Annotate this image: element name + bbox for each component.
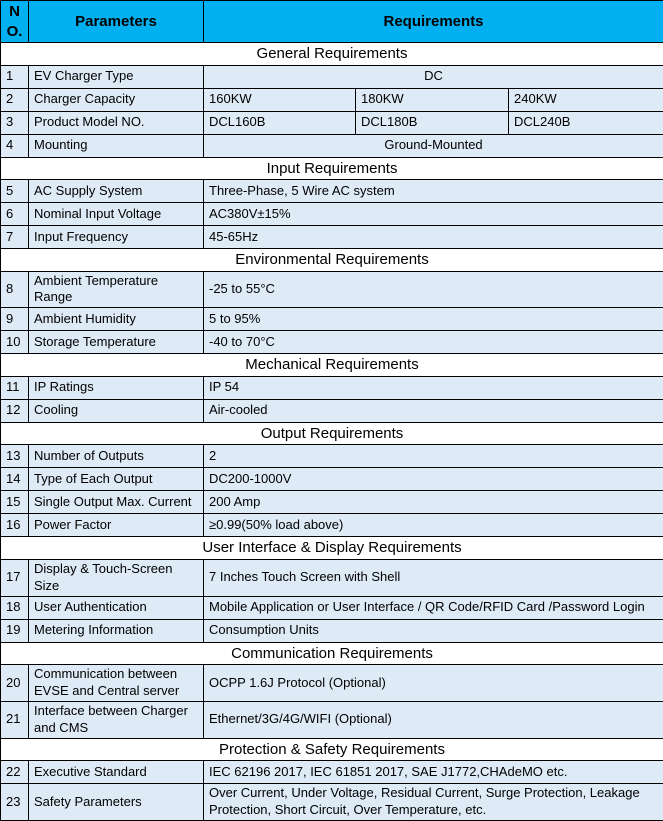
section-row	[1, 642, 663, 665]
row-number-cell: 16	[1, 514, 29, 537]
section-row	[1, 422, 663, 445]
row-number-cell: 22	[1, 761, 29, 784]
parameter-cell: Safety Parameters	[29, 784, 204, 821]
parameter-cell: Charger Capacity	[29, 88, 204, 111]
table-row	[1, 376, 663, 399]
table-row	[1, 514, 663, 537]
table-row	[1, 619, 663, 642]
parameter-cell: Mounting	[29, 134, 204, 157]
row-number-cell: 10	[1, 331, 29, 354]
table-row	[1, 271, 663, 308]
table-row	[1, 88, 663, 111]
section-header-ui-display: User Interface & Display Requirements	[1, 537, 663, 560]
row-number-cell: 17	[1, 559, 29, 596]
row-number-cell: 9	[1, 308, 29, 331]
table-row	[1, 203, 663, 226]
row-number-cell: 12	[1, 399, 29, 422]
parameter-cell: Single Output Max. Current	[29, 491, 204, 514]
parameter-cell: Ambient Humidity	[29, 308, 204, 331]
parameter-cell: Interface between Charger and CMS	[29, 701, 204, 738]
parameter-cell: EV Charger Type	[29, 65, 204, 88]
requirement-cell: Three-Phase, 5 Wire AC system	[204, 180, 663, 203]
row-number-cell: 2	[1, 88, 29, 111]
header-parameters: Parameters	[29, 1, 204, 43]
table-row	[1, 134, 663, 157]
section-header-environmental: Environmental Requirements	[1, 249, 663, 272]
requirement-cell: 5 to 95%	[204, 308, 663, 331]
section-header-output: Output Requirements	[1, 422, 663, 445]
requirement-cell: 160KW	[204, 88, 356, 111]
row-number-cell: 1	[1, 65, 29, 88]
section-header-communication: Communication Requirements	[1, 642, 663, 665]
section-row	[1, 354, 663, 377]
requirement-cell: 2	[204, 445, 663, 468]
row-number-cell: 7	[1, 226, 29, 249]
requirement-cell: DC200-1000V	[204, 468, 663, 491]
row-number-cell: 18	[1, 596, 29, 619]
section-header-mechanical: Mechanical Requirements	[1, 354, 663, 377]
row-number-cell: 5	[1, 180, 29, 203]
requirement-cell: 240KW	[509, 88, 663, 111]
section-row	[1, 738, 663, 761]
table-row	[1, 65, 663, 88]
requirement-cell: Air-cooled	[204, 399, 663, 422]
requirement-cell: -25 to 55°C	[204, 271, 663, 308]
row-number-cell: 8	[1, 271, 29, 308]
parameter-cell: Power Factor	[29, 514, 204, 537]
parameter-cell: Number of Outputs	[29, 445, 204, 468]
requirement-cell: DC	[204, 65, 663, 88]
requirement-cell: Ethernet/3G/4G/WIFI (Optional)	[204, 701, 663, 738]
section-row	[1, 249, 663, 272]
section-header-input: Input Requirements	[1, 157, 663, 180]
table-row	[1, 665, 663, 702]
requirement-cell: 200 Amp	[204, 491, 663, 514]
row-number-cell: 21	[1, 701, 29, 738]
row-number-cell: 4	[1, 134, 29, 157]
table-row	[1, 308, 663, 331]
parameter-cell: Input Frequency	[29, 226, 204, 249]
parameter-cell: AC Supply System	[29, 180, 204, 203]
table-row	[1, 180, 663, 203]
requirement-cell: -40 to 70°C	[204, 331, 663, 354]
row-number-cell: 20	[1, 665, 29, 702]
section-row	[1, 157, 663, 180]
row-number-cell: 6	[1, 203, 29, 226]
table-row	[1, 784, 663, 821]
requirement-cell: ≥0.99(50% load above)	[204, 514, 663, 537]
requirement-cell: IEC 62196 2017, IEC 61851 2017, SAE J1772,CHAdeMO etc.	[204, 761, 663, 784]
row-number-cell: 13	[1, 445, 29, 468]
parameter-cell: Communication between EVSE and Central server	[29, 665, 204, 702]
section-row	[1, 537, 663, 560]
table-row	[1, 491, 663, 514]
requirement-cell: 45-65Hz	[204, 226, 663, 249]
row-number-cell: 14	[1, 468, 29, 491]
requirement-cell: OCPP 1.6J Protocol (Optional)	[204, 665, 663, 702]
row-number-cell: 3	[1, 111, 29, 134]
parameter-cell: Nominal Input Voltage	[29, 203, 204, 226]
parameter-cell: User Authentication	[29, 596, 204, 619]
parameter-cell: Display & Touch-Screen Size	[29, 559, 204, 596]
table-row	[1, 399, 663, 422]
requirement-cell: DCL180B	[356, 111, 509, 134]
table-row	[1, 559, 663, 596]
requirement-cell: Consumption Units	[204, 619, 663, 642]
requirement-cell: DCL160B	[204, 111, 356, 134]
section-header-protection-safety: Protection & Safety Requirements	[1, 738, 663, 761]
requirement-cell: 7 Inches Touch Screen with Shell	[204, 559, 663, 596]
parameter-cell: Metering Information	[29, 619, 204, 642]
row-number-cell: 11	[1, 376, 29, 399]
table-row	[1, 111, 663, 134]
table-row	[1, 761, 663, 784]
table-header-row	[1, 1, 663, 43]
row-number-cell: 15	[1, 491, 29, 514]
row-number-cell: 19	[1, 619, 29, 642]
requirement-cell: AC380V±15%	[204, 203, 663, 226]
requirement-cell: Ground-Mounted	[204, 134, 663, 157]
row-number-cell: 23	[1, 784, 29, 821]
requirement-cell: Over Current, Under Voltage, Residual Current, Surge Protection, Leakage Protection, Short Circuit, Over Temperature, etc.	[204, 784, 663, 821]
table-row	[1, 596, 663, 619]
parameter-cell: Cooling	[29, 399, 204, 422]
section-row	[1, 43, 663, 66]
requirement-cell: IP 54	[204, 376, 663, 399]
parameter-cell: Ambient Temperature Range	[29, 271, 204, 308]
parameter-cell: Type of Each Output	[29, 468, 204, 491]
header-no: NO.	[1, 1, 29, 43]
table-row	[1, 226, 663, 249]
section-header-general: General Requirements	[1, 43, 663, 66]
requirement-cell: DCL240B	[509, 111, 663, 134]
table-row	[1, 445, 663, 468]
parameter-cell: Executive Standard	[29, 761, 204, 784]
requirement-cell: 180KW	[356, 88, 509, 111]
requirement-cell: Mobile Application or User Interface / QR Code/RFID Card /Password Login	[204, 596, 663, 619]
parameter-cell: Storage Temperature	[29, 331, 204, 354]
parameter-cell: Product Model NO.	[29, 111, 204, 134]
header-requirements: Requirements	[204, 1, 663, 43]
parameter-cell: IP Ratings	[29, 376, 204, 399]
table-row	[1, 701, 663, 738]
table-row	[1, 468, 663, 491]
table-row	[1, 331, 663, 354]
